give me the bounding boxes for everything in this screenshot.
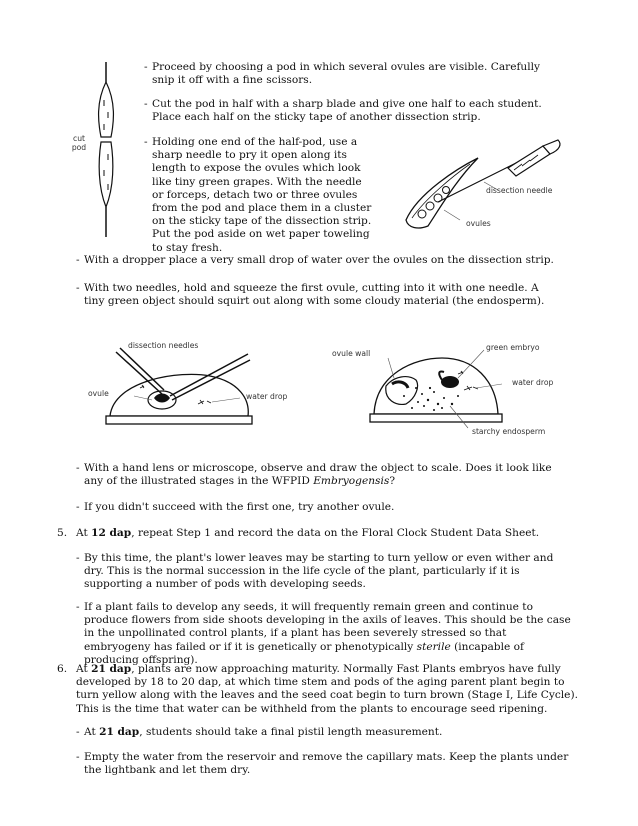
step5-bullet-leaves: By this time, the plant's lower leaves may be starting to turn yellow or even wither and dry. This is the normal succession in the life cycle of the plant, particularly if it is supporting a number of pods with developing seeds. (84, 552, 554, 591)
dash-marker: - (144, 98, 148, 110)
dash-marker: - (76, 726, 80, 738)
step6-pre: At (76, 663, 92, 675)
step5-bullet-no-seeds (84, 601, 576, 667)
step6-number: 6. (57, 663, 68, 675)
bullet-observe-draw (84, 462, 566, 488)
ovule-label: ovule (88, 389, 109, 398)
water-drop-label-right: water drop (512, 378, 554, 387)
step6-bullet-measure (84, 726, 574, 739)
cut-pod-label-line1: cut (73, 134, 85, 143)
bullet-water-drop: With a dropper place a very small drop of water over the ovules on the dissection strip. (84, 254, 554, 266)
sterile-term: sterile (416, 640, 451, 653)
cut-pod-label-line2: pod (71, 143, 87, 152)
step6-b1-pre: At (84, 726, 100, 738)
bullet-observe-text: With a hand lens or microscope, observe and draw the object to scale. Does it look like any of the illustrated stages in the WFPID (84, 462, 552, 488)
starchy-endosperm-label: starchy endosperm (472, 427, 546, 436)
step6-post: , plants are now approaching maturity. Normally Fast Plants embryos have fully developed by 18 to 20 dap, at which time stem and pods of the aging parent plant begin to turn yellow along with the leaves and the seed coat begin to turn brown (Stage I, Life Cycle). This is the time that water can be withheld from the plants to encourage seed ripening. (76, 663, 578, 715)
bullet-squeeze-ovule: With two needles, hold and squeeze the first ovule, cutting into it with one needle. A tiny green object should squirt out along with some cloudy material (the endosperm). (84, 282, 545, 308)
dash-marker: - (76, 601, 80, 613)
dash-marker: - (76, 501, 80, 513)
water-drop-needles-illustration (100, 340, 300, 430)
step5-b2-end: (incapable of producing offspring). (84, 640, 524, 666)
bullet-pry-open: Holding one end of the half-pod, use a sharp needle to pry it open along its length to expose the ovules which look like tiny green grapes. With the needle or forceps, detach two or three ovules from the pod and place them in a cluster on the sticky tape of the dissection strip. Put the pod aside on wet paper toweling to stay fresh. (152, 136, 372, 254)
water-drop-label-left: water drop (246, 392, 288, 401)
ovule-wall-label: ovule wall (332, 349, 371, 358)
dash-marker: - (76, 462, 80, 474)
dash-marker: - (76, 751, 80, 763)
bullet-try-another: If you didn't succeed with the first one, try another ovule. (84, 501, 395, 513)
bullet-cut-pod: Cut the pod in half with a sharp blade and give one half to each student. Place each half on the sticky tape of another dissection strip. (152, 98, 542, 124)
step5-text (76, 527, 576, 540)
dash-marker: - (144, 136, 148, 148)
step5-dap: 12 dap (91, 527, 132, 539)
embryogensis-title: Embryogensis (313, 475, 390, 488)
dash-marker: - (144, 61, 148, 73)
step5-post: , repeat Step 1 and record the data on the Floral Clock Student Data Sheet. (131, 527, 540, 539)
step5-pre: At (76, 527, 92, 539)
dash-marker: - (76, 282, 80, 294)
step6-bullet-empty: Empty the water from the reservoir and remove the capillary mats. Keep the plants under the lightbank and let them dry. (84, 751, 569, 777)
step6-b1-post: , students should take a final pistil length measurement. (139, 726, 443, 738)
step5-b2-text: If a plant fails to develop any seeds, it will frequently remain green and continue to produce flowers from side shoots developing in the axils of leaves. This should be the case in the unpollinated control plants, if a plant has been severely stressed so that embryogeny has failed or if it is genetically or phenotypically (84, 601, 571, 653)
embryo-endosperm-illustration (364, 344, 514, 434)
bullet-observe-end: ? (389, 475, 395, 488)
dissection-needle-label: dissection needle (486, 186, 553, 195)
bullet-choose-pod: Proceed by choosing a pod in which several ovules are visible. Carefully snip it off with a fine scissors. (152, 61, 540, 87)
cut-pod-label (70, 134, 88, 152)
dash-marker: - (76, 552, 80, 564)
dash-marker: - (76, 254, 80, 266)
cut-pod-illustration (92, 62, 132, 242)
step6-b1-dap: 21 dap (99, 726, 140, 738)
step6-dap: 21 dap (91, 663, 132, 675)
dissection-needles-label: dissection needles (128, 341, 199, 350)
green-embryo-label: green embryo (486, 343, 540, 352)
step5-number: 5. (57, 527, 68, 539)
ovules-label: ovules (466, 219, 491, 228)
step6-text (76, 663, 580, 716)
